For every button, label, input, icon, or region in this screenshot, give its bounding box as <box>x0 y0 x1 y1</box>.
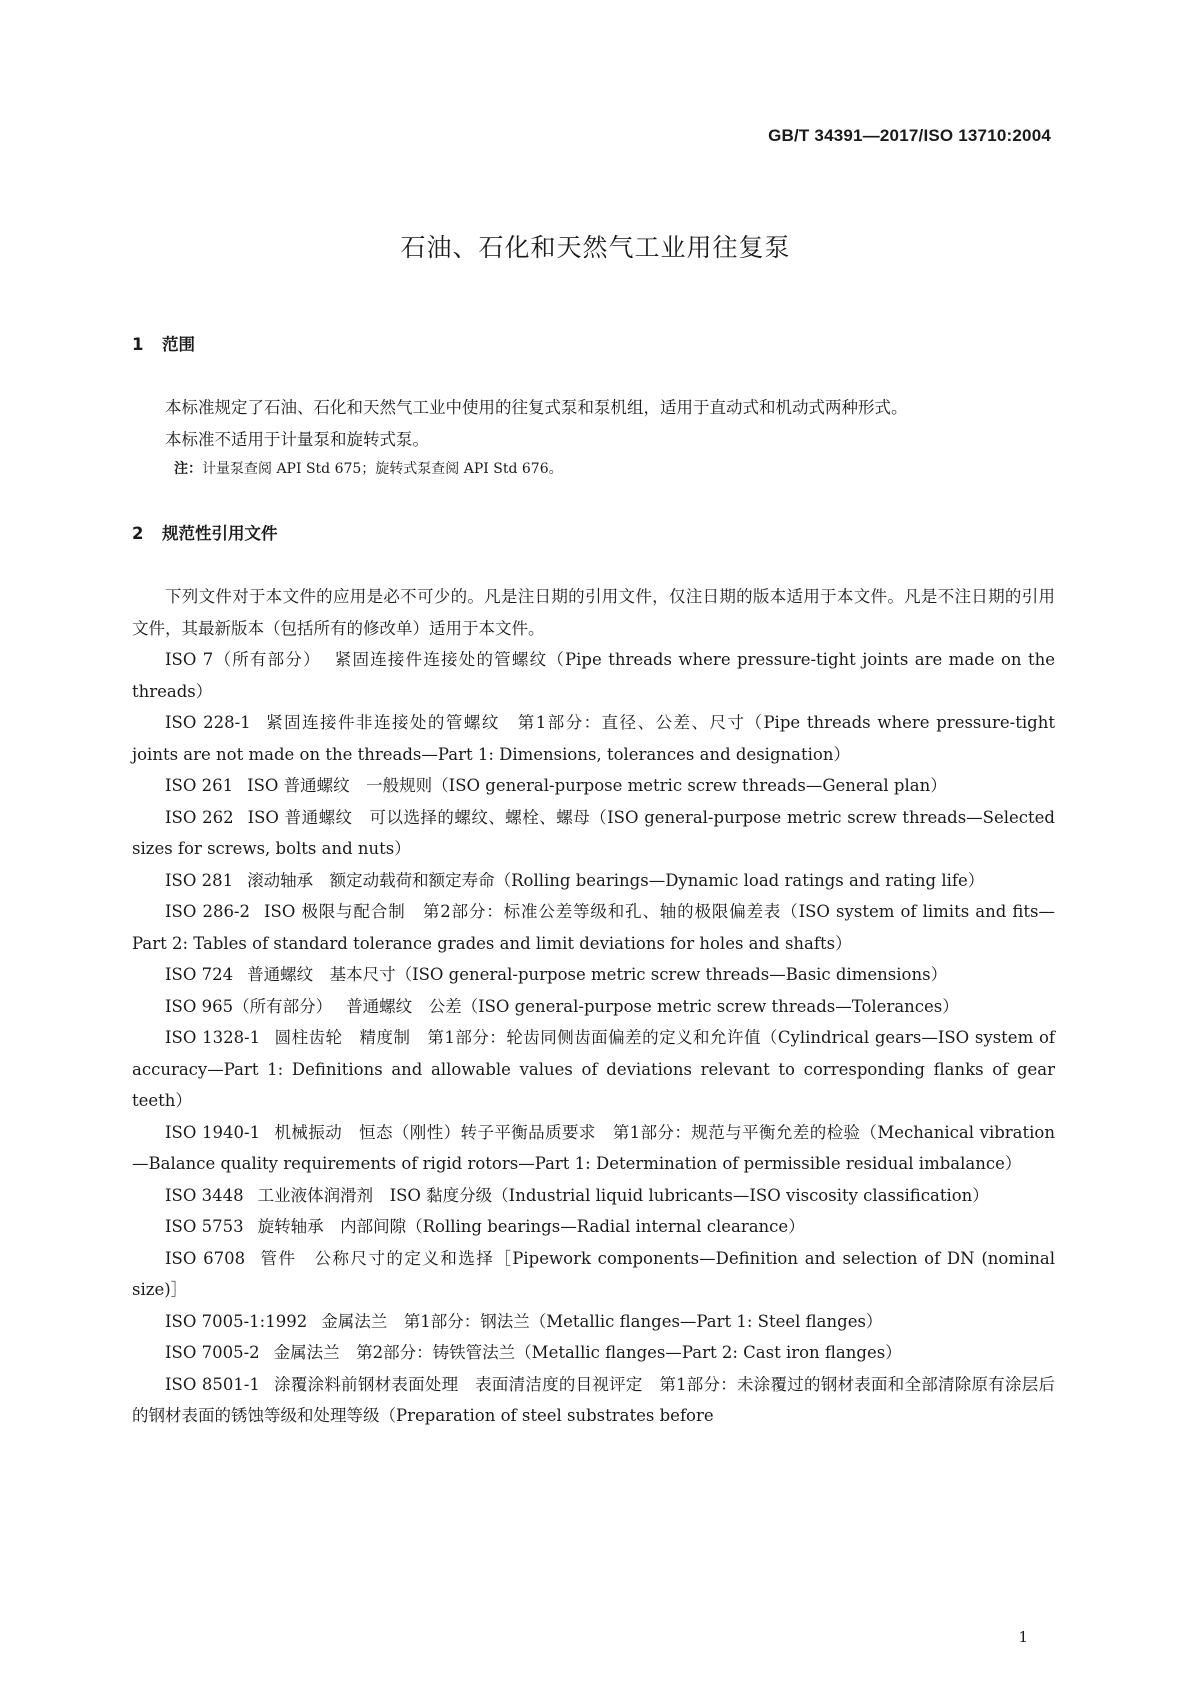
reference-item <box>132 1306 1055 1338</box>
reference-title: 滚动轴承 额定动载荷和额定寿命（Rolling bearings—Dynamic load ratings and rating life） <box>247 870 985 890</box>
section-1-title: 范围 <box>162 335 195 354</box>
reference-code: ISO 286-2 <box>165 902 251 921</box>
section-2-title: 规范性引用文件 <box>162 524 278 543</box>
reference-title: 涂覆涂料前钢材表面处理 表面清洁度的目视评定 第1部分：未涂覆过的钢材表面和全部清除原有涂层后的钢材表面的锈蚀等级和处理等级（Preparation of steel substrates before <box>132 1374 1055 1425</box>
scope-paragraph-2: 本标准不适用于计量泵和旋转式泵。 <box>165 429 429 449</box>
reference-item <box>132 707 1055 770</box>
reference-code: ISO 262 <box>165 807 234 827</box>
reference-item <box>132 959 1055 991</box>
reference-item <box>132 1180 1055 1212</box>
standard-number: GB/T 34391—2017/ISO 13710:2004 <box>768 126 1051 145</box>
document-body <box>132 330 1055 1432</box>
reference-title: 工业液体润滑剂 ISO 黏度分级（Industrial liquid lubricants—ISO viscosity classification） <box>257 1185 989 1205</box>
reference-code: ISO 6708 <box>165 1248 246 1268</box>
reference-code: ISO 7005-2 <box>165 1343 260 1362</box>
reference-code: ISO 1328-1 <box>165 1028 261 1047</box>
reference-title: 普通螺纹 公差（ISO general-purpose metric screw threads—Tolerances） <box>346 996 959 1016</box>
reference-code: ISO 724 <box>165 965 234 984</box>
reference-code: ISO 5753 <box>165 1217 244 1236</box>
reference-title: 机械振动 恒态（刚性）转子平衡品质要求 第1部分：规范与平衡允差的检验（Mechanical vibration—Balance quality requirements of rigid rotors—Part 1: Determination of permissible residual imbalance） <box>132 1122 1055 1173</box>
reference-item <box>132 1369 1055 1432</box>
reference-code: ISO 281 <box>165 870 234 890</box>
reference-title: 金属法兰 第2部分：铸铁管法兰（Metallic flanges—Part 2: Cast iron flanges） <box>273 1343 902 1362</box>
reference-item <box>132 1117 1055 1180</box>
reference-code: ISO 8501-1 <box>165 1374 260 1394</box>
note-label: 注： <box>174 461 202 477</box>
reference-code: ISO 7005-1:1992 <box>165 1311 308 1331</box>
reference-title: 金属法兰 第1部分：钢法兰（Metallic flanges—Part 1: Steel flanges） <box>321 1311 883 1331</box>
section-2-number: 2 <box>132 524 144 543</box>
reference-item <box>132 1022 1055 1117</box>
reference-item <box>132 865 1055 897</box>
reference-code: ISO 228-1 <box>165 713 251 732</box>
reference-item <box>132 644 1055 707</box>
reference-item <box>132 1337 1055 1369</box>
reference-code: ISO 3448 <box>165 1185 244 1205</box>
reference-title: 紧固连接件非连接处的管螺纹 第1部分：直径、公差、尺寸（Pipe threads where pressure-tight joints are not made on the threads—Part 1: Dimensions, tolerances and designation） <box>132 713 1055 764</box>
scope-paragraph-1: 本标准规定了石油、石化和天然气工业中使用的往复式泵和泵机组，适用于直动式和机动式两种形式。 <box>165 398 908 417</box>
note-text: 计量泵查阅 API Std 675；旋转式泵查阅 API Std 676。 <box>202 461 563 477</box>
reference-item <box>132 896 1055 959</box>
reference-title: 管件 公称尺寸的定义和选择［Pipework components—Definition and selection of DN (nominal size)］ <box>132 1248 1055 1299</box>
reference-title: 圆柱齿轮 精度制 第1部分：轮齿同侧齿面偏差的定义和允许值（Cylindrical gears—ISO system of accuracy—Part 1: Definitions and allowable values of deviations relevant to corresponding flanks of gear teeth） <box>132 1028 1055 1110</box>
reference-title: 普通螺纹 基本尺寸（ISO general-purpose metric screw threads—Basic dimensions） <box>247 965 948 984</box>
references-intro: 下列文件对于本文件的应用是必不可少的。凡是注日期的引用文件，仅注日期的版本适用于本文件。凡是不注日期的引用文件，其最新版本（包括所有的修改单）适用于本文件。 <box>132 587 1055 638</box>
reference-code: ISO 1940-1 <box>165 1122 261 1142</box>
section-2-heading <box>132 519 1055 549</box>
reference-title: ISO 普通螺纹 一般规则（ISO general-purpose metric screw threads—General plan） <box>247 776 947 795</box>
document-title: 石油、石化和天然气工业用往复泵 <box>400 233 791 262</box>
reference-item <box>132 991 1055 1023</box>
reference-item <box>132 770 1055 802</box>
reference-item <box>132 1243 1055 1306</box>
reference-title: ISO 极限与配合制 第2部分：标准公差等级和孔、轴的极限偏差表（ISO system of limits and fits—Part 2: Tables of standard tolerance grades and limit deviations for holes and shafts） <box>132 902 1055 953</box>
reference-code: ISO 7（所有部分） <box>165 650 321 669</box>
reference-title: ISO 普通螺纹 可以选择的螺纹、螺栓、螺母（ISO general-purpose metric screw threads—Selected sizes for screws, bolts and nuts） <box>132 807 1055 858</box>
section-1-number: 1 <box>132 335 144 354</box>
reference-title: 紧固连接件连接处的管螺纹（Pipe threads where pressure-tight joints are made on the threads） <box>132 650 1055 701</box>
section-1-heading <box>132 330 1055 360</box>
reference-code: ISO 261 <box>165 776 234 795</box>
reference-title: 旋转轴承 内部间隙（Rolling bearings—Radial internal clearance） <box>257 1217 805 1236</box>
reference-code: ISO 965（所有部分） <box>165 996 333 1016</box>
reference-item <box>132 1211 1055 1243</box>
reference-list <box>132 644 1055 1432</box>
reference-item <box>132 802 1055 865</box>
page-number: 1 <box>1018 1628 1028 1646</box>
scope-note <box>132 455 1055 483</box>
